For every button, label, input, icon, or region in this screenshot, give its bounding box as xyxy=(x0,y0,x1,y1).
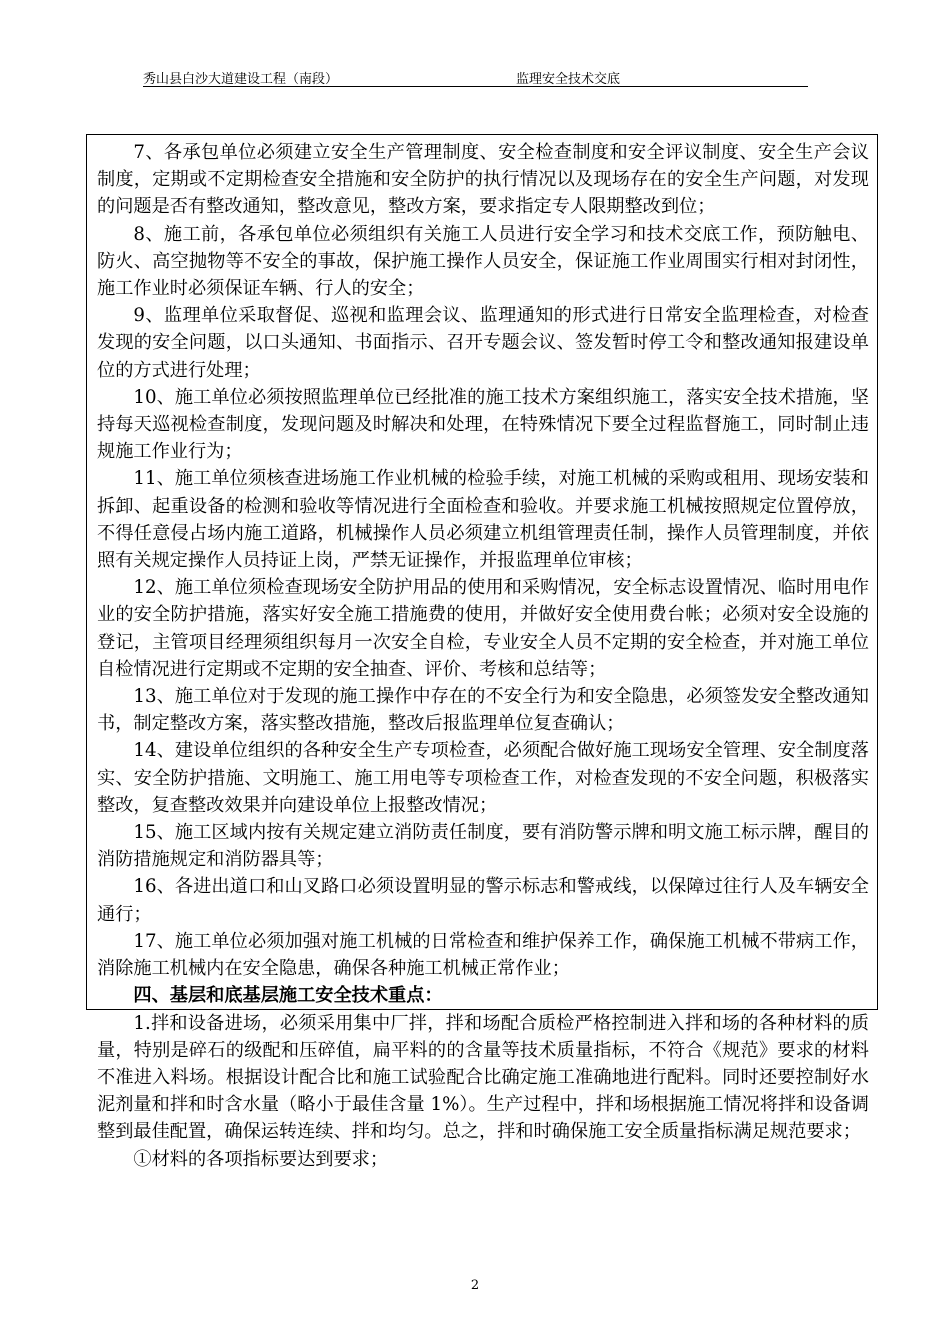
paragraph-14: 14、建设单位组织的各种安全生产专项检查，必须配合做好施工现场安全管理、安全制度落实、安全防护措施、文明施工、施工用电等专项检查工作，对检查发现的不安全问题，积极落实整改，复查整改效果并向建设单位上报整改情况； xyxy=(97,740,869,816)
paragraph-section4-1-item1: ①材料的各项指标要达到要求； xyxy=(133,1148,389,1170)
paragraph-12: 12、施工单位须检查现场安全防护用品的使用和采购情况，安全标志设置情况、临时用电作业的安全防护措施，落实好安全施工措施费的使用，并做好安全使用费台帐；必须对安全设施的登记，主管项目经理须组织每月一次安全自检，专业安全人员不定期的安全检查，并对施工单位自检情况进行定期或不定期的安全抽查、评价、考核和总结等； xyxy=(97,577,869,680)
section-heading-4: 四、基层和底基层施工安全技术重点： xyxy=(133,985,443,1007)
paragraph-9: 9、监理单位采取督促、巡视和监理会议、监理通知的形式进行日常安全监理检查，对检查发现的安全问题，以口头通知、书面指示、召开专题会议、签发暂时停工令和整改通知报建设单位的方式进行处理； xyxy=(97,305,869,381)
paragraph-16: 16、各进出道口和山叉路口必须设置明显的警示标志和警戒线，以保障过往行人及车辆安全通行； xyxy=(97,876,869,925)
paragraph-11: 11、施工单位须核查进场施工作业机械的检验手续，对施工机械的采购或租用、现场安装和拆卸、起重设备的检测和验收等情况进行全面检查和验收。并要求施工机械按照规定位置停放，不得任意侵占场内施工道路，机械操作人员必须建立机组管理责任制，操作人员管理制度，并依照有关规定操作人员持证上岗，严禁无证操作，并报监理单位审核； xyxy=(97,468,869,572)
paragraph-17: 17、施工单位必须加强对施工机械的日常检查和维护保养工作，确保施工机械不带病工作，消除施工机械内在安全隐患，确保各种施工机械正常作业； xyxy=(97,930,869,980)
page-number: 2 xyxy=(470,1278,480,1293)
header-project-name: 秀山县白沙大道建设工程（南段） xyxy=(143,72,339,87)
paragraph-7: 7、各承包单位必须建立安全生产管理制度、安全检查制度和安全评议制度、安全生产会议制度，定期或不定期检查安全措施和安全防护的执行情况以及现场存在的安全生产问题，对发现的问题是否有整改通知，整改意见，整改方案，要求指定专人限期整改到位； xyxy=(97,142,869,218)
content-box xyxy=(86,134,878,1170)
paragraph-10: 10、施工单位必须按照监理单位已经批准的施工技术方案组织施工，落实安全技术措施，坚持每天巡视检查制度，发现问题及时解决和处理，在特殊情况下要全过程监督施工，同时制止违规施工作业行为； xyxy=(97,386,869,463)
paragraph-15: 15、施工区域内按有关规定建立消防责任制度，要有消防警示牌和明文施工标示牌，醒目的消防措施规定和消防器具等； xyxy=(97,822,869,871)
page-header xyxy=(143,66,808,87)
header-document-title: 监理安全技术交底 xyxy=(516,72,621,87)
paragraph-13: 13、施工单位对于发现的施工操作中存在的不安全行为和安全隐患，必须签发安全整改通知书，制定整改方案，落实整改措施，整改后报监理单位复查确认； xyxy=(97,686,869,735)
paragraph-8: 8、施工前，各承包单位必须组织有关施工人员进行安全学习和技术交底工作，预防触电、防火、高空抛物等不安全的事故，保护施工操作人员安全，保证施工作业周围实行相对封闭性，施工作业时必须保证车辆、行人的安全； xyxy=(97,223,869,300)
paragraph-section4-1: 1.拌和设备进场，必须采用集中厂拌，拌和场配合质检严格控制进入拌和场的各种材料的质量，特别是碎石的级配和压碎值，扁平料的的含量等技术质量指标，不符合《规范》要求的材料不准进入料场。根据设计配合比和施工试验配合比确定施工准确地进行配料。同时还要控制好水泥剂量和拌和时含水量（略小于最佳含量 1%）。生产过程中，拌和场根据施工情况将拌和设备调整到最佳配置，确保运转连续、拌和均匀。总之，拌和时确保施工安全质量指标满足规范要求； xyxy=(97,1012,869,1143)
